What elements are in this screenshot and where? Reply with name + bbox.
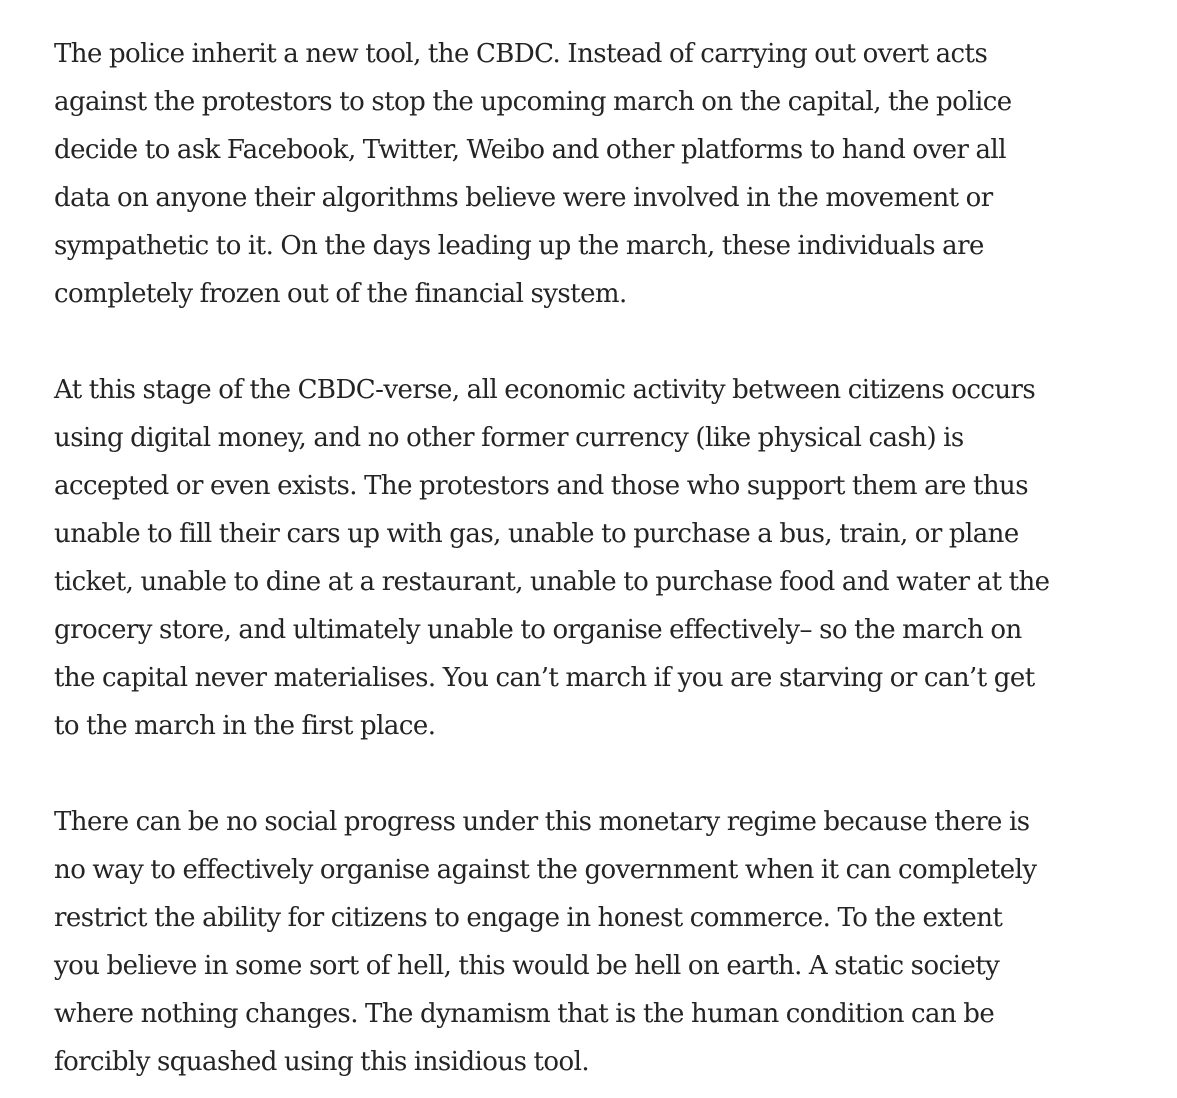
text-line: The police inherit a new tool, the CBDC. Instead of carrying out overt acts [54,39,988,69]
text-line: ticket, unable to dine at a restaurant, unable to purchase food and water at the [54,567,1050,597]
text-line: sympathetic to it. On the days leading up the march, these individuals are [54,231,984,261]
paragraph-cbdc-verse [54,366,1134,750]
text-line: restrict the ability for citizens to engage in honest commerce. To the extent [54,903,1003,933]
text-line: completely frozen out of the financial system. [54,279,627,309]
text-line: where nothing changes. The dynamism that is the human condition can be [54,999,995,1029]
text-line: the capital never materialises. You can’t march if you are starving or can’t get [54,663,1035,693]
text-line: you believe in some sort of hell, this would be hell on earth. A static society [54,951,1000,981]
text-line: against the protestors to stop the upcoming march on the capital, the police [54,87,1012,117]
text-line: grocery store, and ultimately unable to organise effectively– so the march on [54,615,1022,645]
text-line: decide to ask Facebook, Twitter, Weibo and other platforms to hand over all [54,135,1006,165]
text-line: forcibly squashed using this insidious tool. [54,1047,590,1077]
text-line: data on anyone their algorithms believe were involved in the movement or [54,183,993,213]
text-line: using digital money, and no other former currency (like physical cash) is [54,423,964,453]
text-line: There can be no social progress under this monetary regime because there is [54,807,1030,837]
paragraph-social-progress [54,798,1134,1086]
paragraph-police-cbdc [54,30,1134,318]
text-line: to the march in the first place. [54,711,436,741]
text-line: accepted or even exists. The protestors and those who support them are thus [54,471,1029,501]
text-line: At this stage of the CBDC-verse, all economic activity between citizens occurs [54,375,1036,405]
article-body [54,30,1134,1086]
text-line: unable to fill their cars up with gas, unable to purchase a bus, train, or plane [54,519,1019,549]
text-line: no way to effectively organise against the government when it can completely [54,855,1037,885]
